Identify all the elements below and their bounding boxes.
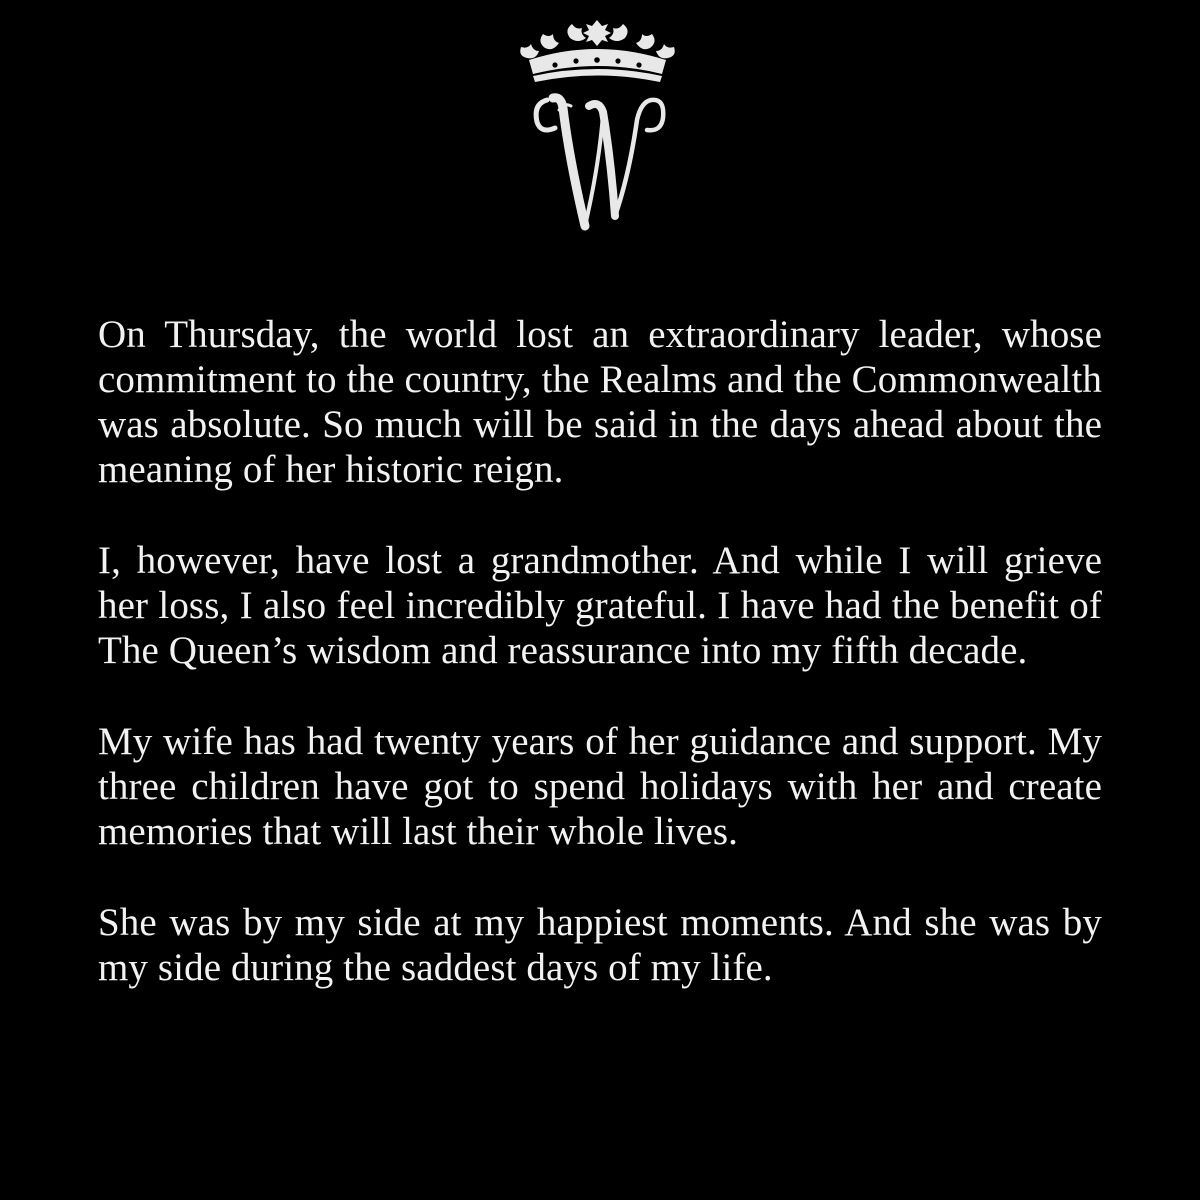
tribute-statement [98,312,1102,1036]
royal-cypher-logo [515,18,680,233]
statement-paragraph-4: She was by my side at my happiest moments. And she was by my side during the saddest days of my life. [98,901,1102,989]
statement-paragraph-2: I, however, have lost a grandmother. And while I will grieve her loss, I also feel incredibly grateful. I have had the benefit of The Queen’s wisdom and reassurance into my fifth decade. [98,539,1102,672]
crowned-w-monogram-icon [515,18,680,233]
statement-paragraph-1: On Thursday, the world lost an extraordinary leader, whose commitment to the country, the Realms and the Commonwealth was absolute. So much will be said in the days ahead about the meaning of her historic reign. [98,313,1102,491]
statement-paragraph-3: My wife has had twenty years of her guidance and support. My three children have got to spend holidays with her and create memories that will last their whole lives. [98,720,1102,853]
